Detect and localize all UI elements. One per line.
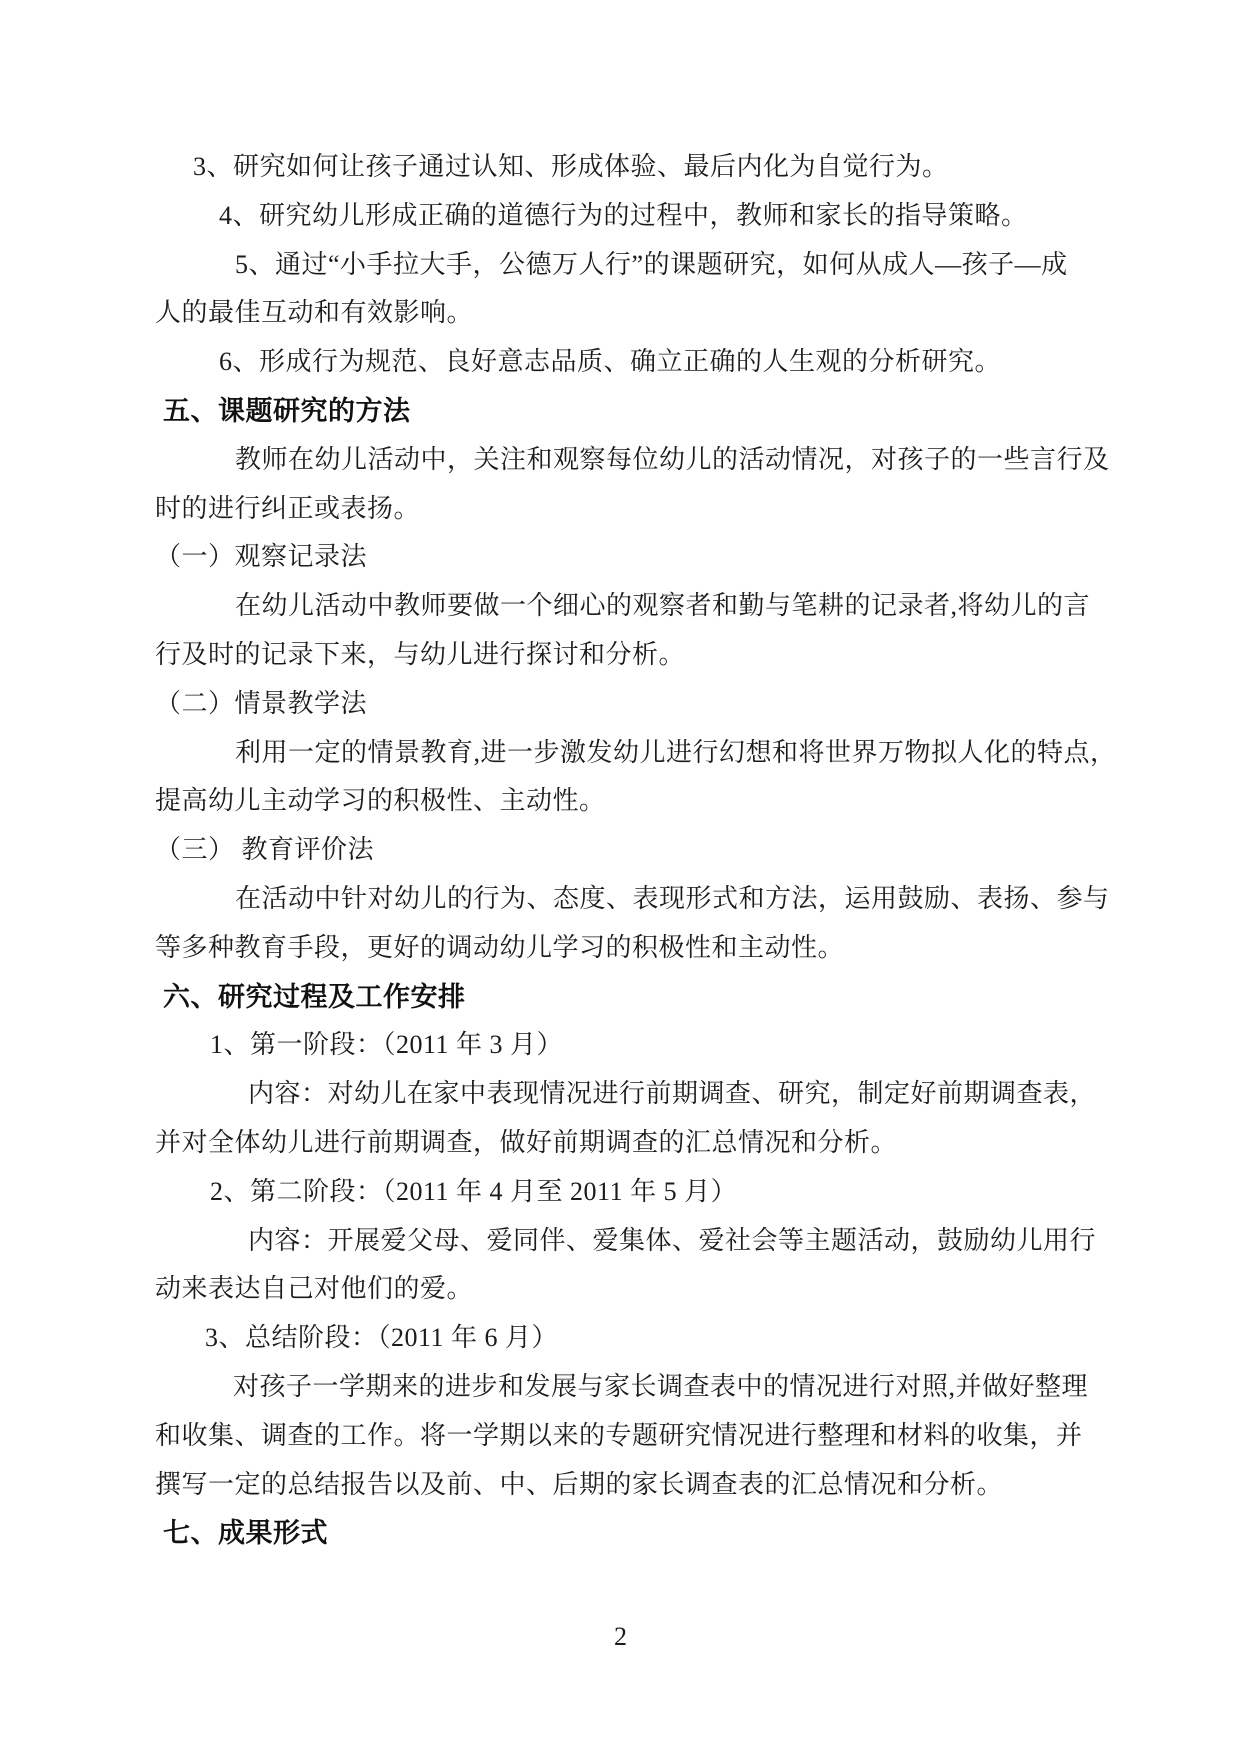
text-line: （一）观察记录法	[155, 542, 368, 572]
text-line: 对孩子一学期来的进步和发展与家长调查表中的情况进行对照,并做好整理	[233, 1371, 1089, 1401]
text-line: 6、形成行为规范、良好意志品质、确立正确的人生观的分析研究。	[219, 347, 1002, 377]
text-line: 5、通过“小手拉大手，公德万人行”的课题研究，如何从成人—孩子—成	[235, 249, 1068, 279]
section-heading: 七、成果形式	[163, 1518, 328, 1549]
text-line: 并对全体幼儿进行前期调查，做好前期调查的汇总情况和分析。	[155, 1127, 898, 1157]
text-line: 4、研究幼儿形成正确的道德行为的过程中，教师和家长的指导策略。	[219, 200, 1028, 230]
text-line: 时的进行纠正或表扬。	[155, 493, 421, 523]
text-line: 2、第二阶段：（2011 年 4 月至 2011 年 5 月）	[210, 1176, 738, 1206]
text-line: 等多种教育手段，更好的调动幼儿学习的积极性和主动性。	[155, 932, 845, 962]
text-line: 在活动中针对幼儿的行为、态度、表现形式和方法，运用鼓励、表扬、参与	[235, 883, 1110, 913]
section-heading: 六、研究过程及工作安排	[163, 981, 466, 1012]
text-line: 撰写一定的总结报告以及前、中、后期的家长调查表的汇总情况和分析。	[155, 1469, 1004, 1499]
page-footer	[0, 1620, 1241, 1654]
text-line: 内容：开展爱父母、爱同伴、爱集体、爱社会等主题活动，鼓励幼儿用行	[248, 1225, 1097, 1255]
text-line: 动来表达自己对他们的爱。	[155, 1274, 474, 1304]
text-line: 行及时的记录下来，与幼儿进行探讨和分析。	[155, 639, 686, 669]
text-line: 提高幼儿主动学习的积极性、主动性。	[155, 786, 606, 816]
text-line: 3、总结阶段：（2011 年 6 月）	[205, 1323, 559, 1353]
text-line: 和收集、调查的工作。将一学期以来的专题研究情况进行整理和材料的收集，并	[155, 1420, 1083, 1450]
text-line: （二）情景教学法	[155, 688, 368, 718]
section-heading: 五、课题研究的方法	[163, 395, 411, 426]
text-line: （三） 教育评价法	[155, 835, 375, 865]
text-line: 人的最佳互动和有效影响。	[155, 298, 474, 328]
text-line: 在幼儿活动中教师要做一个细心的观察者和勤与笔耕的记录者,将幼儿的言	[235, 591, 1091, 621]
page-number: 2	[614, 1622, 627, 1651]
document-body	[155, 143, 1117, 1558]
text-line: 教师在幼儿活动中，关注和观察每位幼儿的活动情况，对孩子的一些言行及	[235, 444, 1110, 474]
text-line: 利用一定的情景教育,进一步激发幼儿进行幻想和将世界万物拟人化的特点，	[235, 737, 1117, 767]
text-line: 3、研究如何让孩子通过认知、形成体验、最后内化为自觉行为。	[193, 152, 949, 181]
text-line: 1、第一阶段：（2011 年 3 月）	[210, 1030, 564, 1060]
text-line: 内容：对幼儿在家中表现情况进行前期调查、研究，制定好前期调查表，	[248, 1079, 1097, 1109]
